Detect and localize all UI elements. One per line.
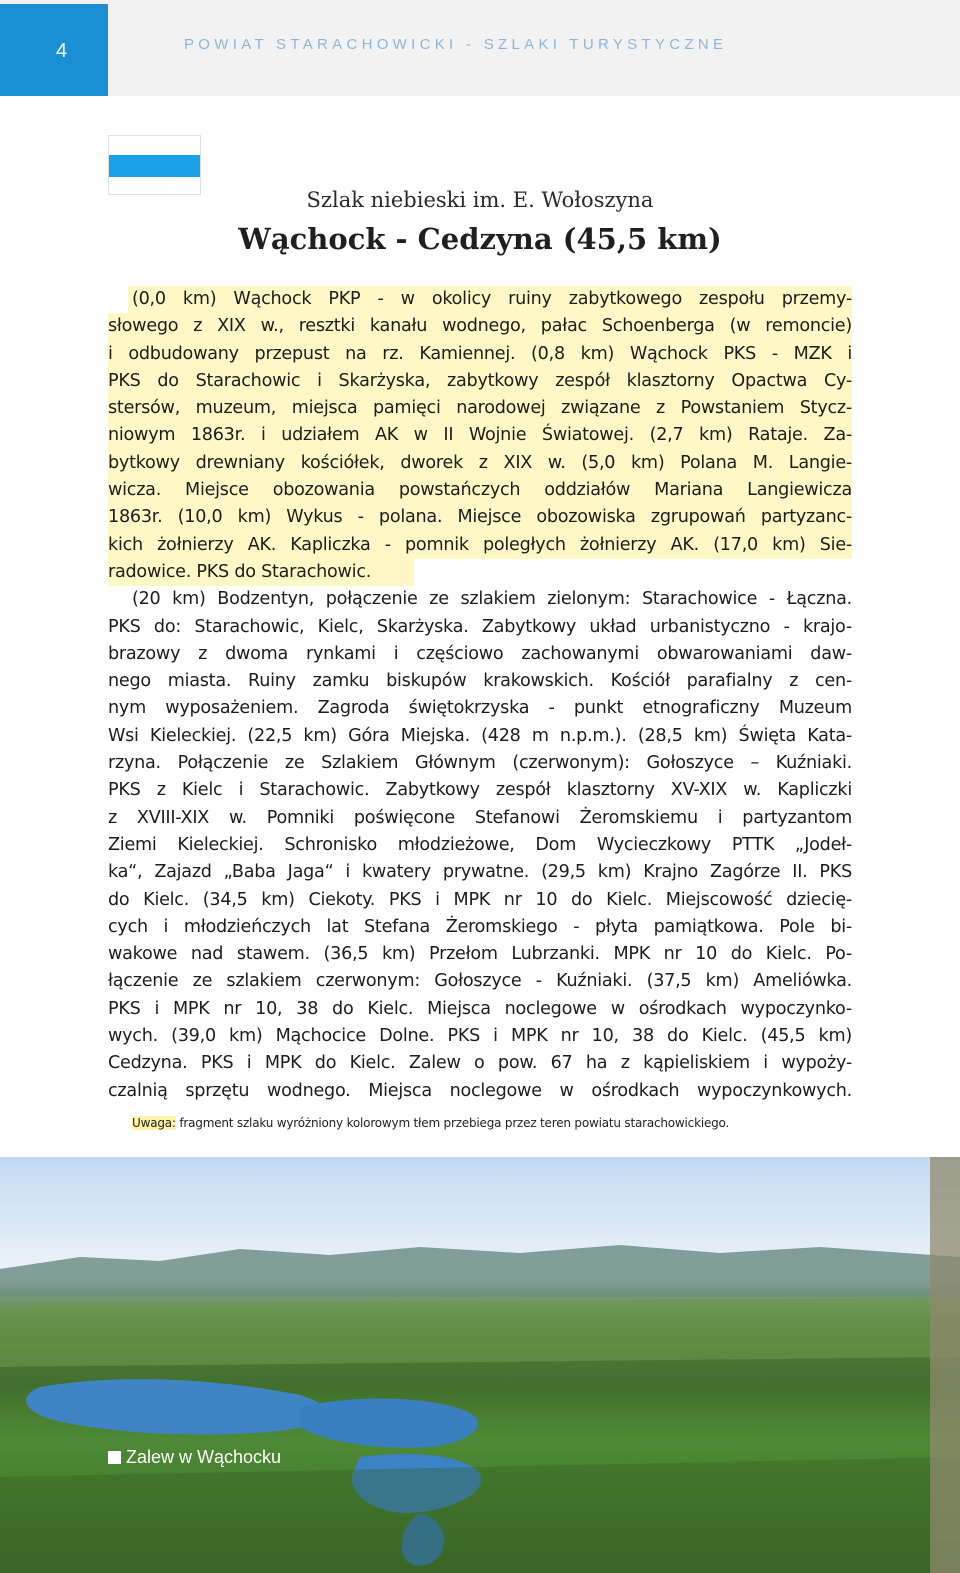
trail-title: Wąchock - Cedzyna (45,5 km) xyxy=(238,222,722,256)
text-line: bytkowy drewniany kościółek, dworek z XIX w. (5,0 km) Polana M. Langie- xyxy=(108,450,852,477)
text-line: brazowy z dwoma rynkami i częściowo zachowanymi obwarowaniami daw- xyxy=(108,643,852,664)
text-line: PKS i MPK nr 10, 38 do Kielc. Miejsca noclegowe w ośrodkach wypoczynko- xyxy=(108,998,852,1019)
trail-flag-icon xyxy=(108,135,201,195)
text-line: ka“, Zajazd „Baba Jaga“ i kwatery prywatne. (29,5 km) Krajno Zagórze II. PKS xyxy=(108,862,852,883)
text-line: PKS do Starachowic i Skarżyska, zabytkowy zespół klasztorny Opactwa Cy- xyxy=(108,368,852,395)
text-line: nym wyposażeniem. Zagroda świętokrzyska - punkt etnograficzny Muzeum xyxy=(108,698,852,719)
text-line: wicza. Miejsce obozowania powstańczych oddziałów Mariana Langiewicza xyxy=(108,477,852,504)
trail-subtitle: Szlak niebieski im. E. Wołoszyna xyxy=(306,188,654,212)
text-line: wakowe nad stawem. (36,5 km) Przełom Lubrzanki. MPK nr 10 do Kielc. Po- xyxy=(108,944,852,965)
text-line: stersów, muzeum, miejsca pamięci narodowej związane z Powstaniem Stycz- xyxy=(108,395,852,422)
text-line: Wsi Kieleckiej. (22,5 km) Góra Miejska. (428 m n.p.m.). (28,5 km) Święta Kata- xyxy=(108,725,852,746)
trail-description xyxy=(108,286,852,1105)
text-line: łączenie ze szlakiem czerwonym: Gołoszyce - Kuźniaki. (37,5 km) Ameliówka. xyxy=(108,971,852,992)
note-text: fragment szlaku wyróżniony kolorowym tłem przebiega przez teren powiatu starachowickiego. xyxy=(175,1116,730,1130)
running-title: POWIAT STARACHOWICKI - SZLAKI TURYSTYCZNE xyxy=(184,36,728,53)
reservoir-illustration xyxy=(0,1157,960,1573)
text-line: wych. (39,0 km) Mąchocice Dolne. PKS i MPK nr 10, 38 do Kielc. (45,5 km) xyxy=(108,1026,852,1047)
caption-square-icon xyxy=(108,1451,121,1464)
text-line: (20 km) Bodzentyn, połączenie ze szlakiem zielonym: Starachowice - Łączna. xyxy=(132,589,852,610)
caption-text: Zalew w Wąchocku xyxy=(126,1447,282,1467)
text-line: do Kielc. (34,5 km) Ciekoty. PKS i MPK nr 10 do Kielc. Miejscowość dziecię- xyxy=(108,889,852,910)
text-line: radowice. PKS do Starachowic. xyxy=(108,559,414,586)
text-line: czalnią sprzętu wodnego. Miejsca noclegowe w ośrodkach wypoczynkowych. xyxy=(108,1080,852,1101)
text-line: rzyna. Połączenie ze Szlakiem Głównym (czerwonym): Gołoszyce – Kuźniaki. xyxy=(108,753,852,774)
text-line: nego miasta. Ruiny zamku biskupów krakowskich. Kościół parafialny z cen- xyxy=(108,671,852,692)
page-number-box xyxy=(0,4,108,96)
text-line: kich żołnierzy AK. Kapliczka - pomnik poległych żołnierzy AK. (17,0 km) Sie- xyxy=(108,532,852,559)
text-line: słowego z XIX w., resztki kanału wodnego, pałac Schoenberga (w remoncie) xyxy=(108,313,852,340)
landscape-photo xyxy=(0,1157,960,1573)
text-line: Cedzyna. PKS i MPK do Kielc. Zalew o pow. 67 ha z kąpieliskiem i wypoży- xyxy=(108,1053,852,1074)
page-number: 4 xyxy=(56,40,68,62)
photo-caption xyxy=(108,1447,281,1468)
text-line: cych i młodzieńczych lat Stefana Żeromskiego - płyta pamiątkowa. Pole bi- xyxy=(108,916,852,937)
text-line: niowym 1863r. i udziałem AK w II Wojnie Światowej. (2,7 km) Rataje. Za- xyxy=(108,422,852,449)
note-label: Uwaga: xyxy=(132,1116,176,1130)
blue-stripe xyxy=(109,155,200,177)
text-line: 1863r. (10,0 km) Wykus - polana. Miejsce obozowiska zgrupowań partyzanc- xyxy=(108,504,852,531)
text-line: Ziemi Kieleckiej. Schronisko młodzieżowe, Dom Wycieczkowy PTTK „Jodeł- xyxy=(108,834,852,855)
text-line: z XVIII-XIX w. Pomniki poświęcone Stefanowi Żeromskiemu i partyzantom xyxy=(108,807,852,828)
text-line: i odbudowany przepust na rz. Kamiennej. (0,8 km) Wąchock PKS - MZK i xyxy=(108,341,852,368)
text-line: PKS z Kielc i Starachowic. Zabytkowy zespół klasztorny XV-XIX w. Kapliczki xyxy=(108,780,852,801)
text-line: (0,0 km) Wąchock PKP - w okolicy ruiny zabytkowego zespołu przemy- xyxy=(128,286,852,313)
trail-note xyxy=(132,1116,729,1130)
text-line: PKS do: Starachowic, Kielc, Skarżyska. Zabytkowy układ urbanistyczno - krajo- xyxy=(108,616,852,637)
